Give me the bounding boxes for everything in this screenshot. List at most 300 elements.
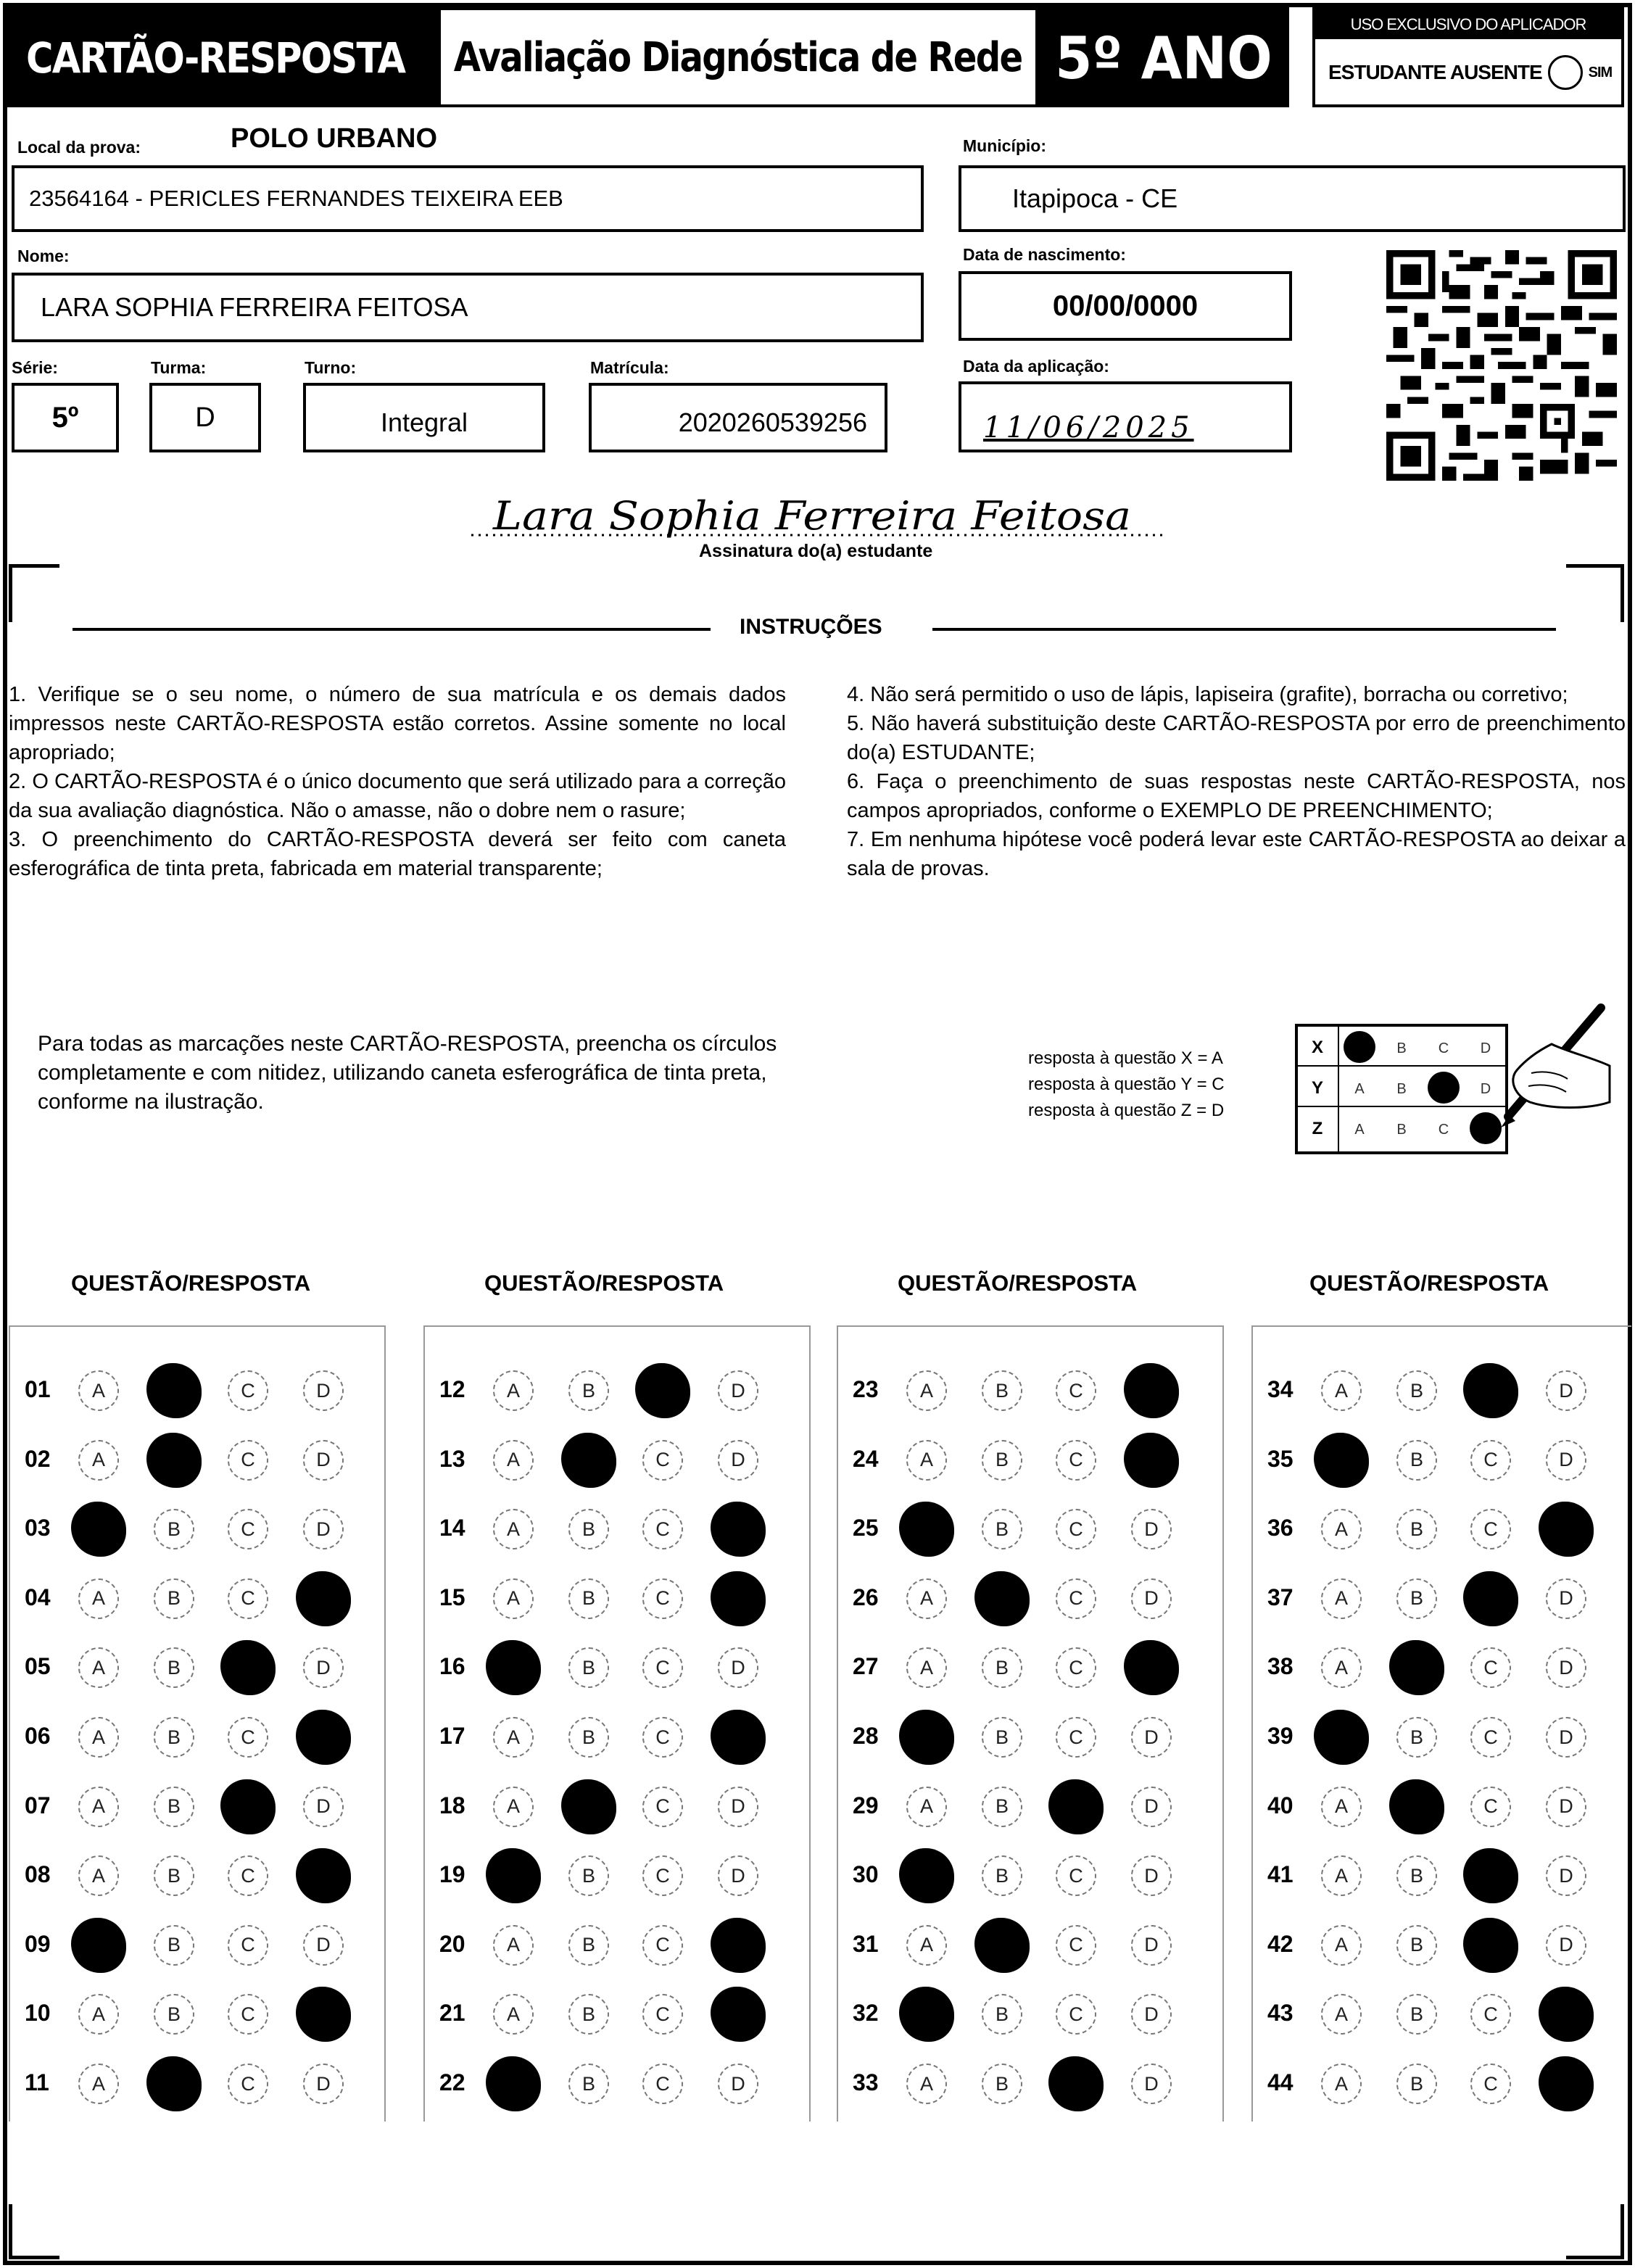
answer-bubble-11-d[interactable]: D <box>303 2064 344 2104</box>
answer-row-39 <box>1253 1702 1631 1772</box>
answer-bubble-32-a-filled[interactable]: A <box>899 1987 954 2042</box>
answer-bubble-26-a[interactable]: A <box>906 1578 947 1619</box>
answer-row-38 <box>1253 1633 1631 1702</box>
answer-row-14 <box>425 1494 809 1564</box>
question-number: 06 <box>25 1723 51 1749</box>
answer-row-18 <box>425 1772 809 1842</box>
answer-bubble-29-c-filled[interactable]: C <box>1048 1779 1104 1834</box>
answer-bubble-03-d[interactable]: D <box>303 1509 344 1549</box>
answer-row-10 <box>10 1979 384 2049</box>
answer-bubble-35-d[interactable]: D <box>1546 1440 1586 1481</box>
question-number: 40 <box>1267 1792 1293 1818</box>
answer-bubble-32-c[interactable]: C <box>1056 1994 1096 2035</box>
answer-bubble-37-a[interactable]: A <box>1321 1578 1362 1619</box>
answer-bubble-34-b[interactable]: B <box>1396 1370 1437 1411</box>
answer-row-19 <box>425 1841 809 1911</box>
municipio-field <box>959 165 1626 232</box>
answer-bubble-19-a-filled[interactable]: A <box>486 1848 541 1903</box>
answer-bubble-08-a[interactable]: A <box>78 1855 119 1896</box>
answer-bubble-23-a[interactable]: A <box>906 1370 947 1411</box>
answer-bubble-27-b[interactable]: B <box>982 1647 1022 1688</box>
answer-column-2 <box>423 1325 811 2122</box>
answer-row-16 <box>425 1633 809 1702</box>
answer-bubble-16-a-filled[interactable]: A <box>486 1640 541 1695</box>
nascimento-label: Data de nascimento: <box>963 245 1126 264</box>
answer-bubble-44-b[interactable]: B <box>1396 2064 1437 2104</box>
matricula-field <box>589 383 887 452</box>
fill-example-bubble-x-c: C <box>1438 1040 1449 1056</box>
answer-bubble-15-a[interactable]: A <box>493 1578 534 1619</box>
question-number: 30 <box>853 1861 879 1888</box>
nascimento-value: 00/00/0000 <box>1052 289 1199 322</box>
question-number: 21 <box>439 2000 465 2027</box>
answer-bubble-26-b-filled[interactable]: B <box>974 1571 1030 1626</box>
instruction-4: 4. Não será permitido o uso de lápis, lapiseira (grafite), borracha ou corretivo; <box>847 683 1568 706</box>
evaluation-title: Avaliação Diagnóstica de Rede <box>454 33 1022 81</box>
answer-bubble-23-d-filled[interactable]: D <box>1124 1363 1179 1418</box>
answer-bubble-01-a[interactable]: A <box>78 1370 119 1411</box>
answer-bubble-20-b[interactable]: B <box>568 1925 609 1966</box>
absent-checkbox[interactable] <box>1548 55 1583 90</box>
question-number: 36 <box>1267 1515 1293 1541</box>
answer-bubble-06-c[interactable]: C <box>228 1717 268 1758</box>
school-value: 23564164 - PERICLES FERNANDES TEIXEIRA EEB <box>29 186 563 211</box>
answer-row-08 <box>10 1841 384 1911</box>
answer-bubble-24-d-filled[interactable]: D <box>1124 1433 1179 1488</box>
answer-bubble-03-a-filled[interactable]: A <box>71 1502 126 1557</box>
instructions-title: INSTRUÇÕES <box>740 615 882 639</box>
answer-row-05 <box>10 1633 384 1702</box>
turma-field <box>149 383 261 452</box>
answer-bubble-32-b[interactable]: B <box>982 1994 1022 2035</box>
answer-bubble-08-b[interactable]: B <box>154 1855 194 1896</box>
answer-bubble-30-c[interactable]: C <box>1056 1855 1096 1896</box>
matricula-label: Matrícula: <box>590 358 669 377</box>
question-number: 39 <box>1267 1723 1293 1749</box>
question-number: 05 <box>25 1653 51 1680</box>
answer-bubble-16-c[interactable]: C <box>642 1647 683 1688</box>
answer-bubble-21-b[interactable]: B <box>568 1994 609 2035</box>
instructions-right <box>847 680 1626 883</box>
answer-row-42 <box>1253 1911 1631 1980</box>
answer-bubble-21-d-filled[interactable]: D <box>711 1987 766 2042</box>
turno-value: Integral <box>380 407 468 437</box>
answer-bubble-11-b-filled[interactable]: B <box>146 2056 202 2111</box>
answer-bubble-44-d-filled[interactable]: D <box>1539 2056 1594 2111</box>
answer-bubble-25-a-filled[interactable]: A <box>899 1502 954 1557</box>
fill-example-question-y: Y <box>1311 1078 1324 1098</box>
answer-bubble-25-c[interactable]: C <box>1056 1509 1096 1549</box>
question-number: 14 <box>439 1515 465 1541</box>
answer-row-32 <box>838 1979 1222 2049</box>
applicator-only-label: USO EXCLUSIVO DO APLICADOR <box>1315 10 1621 39</box>
question-number: 25 <box>853 1515 879 1541</box>
answer-bubble-42-b[interactable]: B <box>1396 1925 1437 1966</box>
answer-bubble-07-a[interactable]: A <box>78 1787 119 1827</box>
answer-bubble-01-d[interactable]: D <box>303 1370 344 1411</box>
answer-bubble-28-b[interactable]: B <box>982 1717 1022 1758</box>
answer-bubble-33-c-filled[interactable]: C <box>1048 2056 1104 2111</box>
answer-bubble-38-c[interactable]: C <box>1470 1647 1511 1688</box>
answer-bubble-02-a[interactable]: A <box>78 1440 119 1481</box>
question-number: 37 <box>1267 1584 1293 1610</box>
instructions-rule-left <box>73 628 711 631</box>
answer-bubble-18-a[interactable]: A <box>493 1787 534 1827</box>
answer-bubble-20-c[interactable]: C <box>642 1925 683 1966</box>
answer-bubble-21-c[interactable]: C <box>642 1994 683 2035</box>
answer-bubble-17-b[interactable]: B <box>568 1717 609 1758</box>
answer-bubble-18-c[interactable]: C <box>642 1787 683 1827</box>
question-number: 24 <box>853 1445 879 1472</box>
answer-bubble-21-a[interactable]: A <box>493 1994 534 2035</box>
answer-row-37 <box>1253 1564 1631 1634</box>
fill-legend-y: resposta à questão Y = C <box>1028 1075 1225 1094</box>
question-number: 09 <box>25 1930 51 1957</box>
answer-bubble-17-a[interactable]: A <box>493 1717 534 1758</box>
answer-bubble-07-b[interactable]: B <box>154 1787 194 1827</box>
fill-example-question-x: X <box>1311 1038 1324 1057</box>
answer-bubble-07-c-filled[interactable]: C <box>220 1779 276 1834</box>
answer-bubble-03-c[interactable]: C <box>228 1509 268 1549</box>
answer-bubble-02-c[interactable]: C <box>228 1440 268 1481</box>
question-number: 42 <box>1267 1930 1293 1957</box>
answer-bubble-06-d-filled[interactable]: D <box>296 1710 351 1765</box>
corner-mark-bottom-left <box>9 2204 59 2259</box>
answer-bubble-18-b-filled[interactable]: B <box>561 1779 616 1834</box>
question-number: 28 <box>853 1723 879 1749</box>
answer-bubble-08-d-filled[interactable]: D <box>296 1848 351 1903</box>
answer-bubble-40-d[interactable]: D <box>1546 1787 1586 1827</box>
answer-bubble-15-c[interactable]: C <box>642 1578 683 1619</box>
answer-bubble-30-b[interactable]: B <box>982 1855 1022 1896</box>
answer-bubble-13-c[interactable]: C <box>642 1440 683 1481</box>
answer-bubble-43-b[interactable]: B <box>1396 1994 1437 2035</box>
answer-column-3 <box>837 1325 1224 2122</box>
evaluation-title-box <box>441 10 1035 104</box>
answer-bubble-17-c[interactable]: C <box>642 1717 683 1758</box>
answer-bubble-29-b[interactable]: B <box>982 1787 1022 1827</box>
absent-option-label: SIM <box>1588 64 1613 80</box>
answer-bubble-02-b-filled[interactable]: B <box>146 1433 202 1488</box>
answer-bubble-30-d[interactable]: D <box>1131 1855 1172 1896</box>
answer-bubble-37-c-filled[interactable]: C <box>1463 1571 1518 1626</box>
answer-bubble-04-c[interactable]: C <box>228 1578 268 1619</box>
answer-bubble-41-c-filled[interactable]: C <box>1463 1848 1518 1903</box>
question-number: 26 <box>853 1584 879 1610</box>
answer-bubble-18-d[interactable]: D <box>718 1787 758 1827</box>
question-number: 12 <box>439 1376 465 1402</box>
answer-bubble-42-d[interactable]: D <box>1546 1925 1586 1966</box>
answer-bubble-14-a[interactable]: A <box>493 1509 534 1549</box>
answer-bubble-15-b[interactable]: B <box>568 1578 609 1619</box>
answer-bubble-20-d-filled[interactable]: D <box>711 1918 766 1973</box>
signature-label: Assinatura do(a) estudante <box>699 541 933 561</box>
answer-bubble-24-b[interactable]: B <box>982 1440 1022 1481</box>
answer-bubble-36-c[interactable]: C <box>1470 1509 1511 1549</box>
nome-value: LARA SOPHIA FERREIRA FEITOSA <box>41 292 468 322</box>
answer-bubble-12-c-filled[interactable]: C <box>635 1363 690 1418</box>
answer-bubble-35-a-filled[interactable]: A <box>1314 1433 1369 1488</box>
serie-field <box>12 383 119 452</box>
answer-bubble-41-a[interactable]: A <box>1321 1855 1362 1896</box>
answer-bubble-33-b[interactable]: B <box>982 2064 1022 2104</box>
answer-row-03 <box>10 1494 384 1564</box>
answer-bubble-22-c[interactable]: C <box>642 2064 683 2104</box>
turno-label: Turno: <box>305 358 357 377</box>
answer-bubble-05-d[interactable]: D <box>303 1647 344 1688</box>
fill-example-bubble-y-a: A <box>1354 1081 1365 1097</box>
answer-bubble-38-d[interactable]: D <box>1546 1647 1586 1688</box>
answer-row-26 <box>838 1564 1222 1634</box>
question-number: 13 <box>439 1445 465 1472</box>
instruction-5: 5. Não haverá substituição deste CARTÃO-RESPOSTA por erro de preenchimento do(a) ESTUDANTE; <box>847 712 1626 764</box>
fill-example-bubble-z-a: A <box>1354 1122 1365 1138</box>
answer-bubble-33-a[interactable]: A <box>906 2064 947 2104</box>
answer-bubble-04-a[interactable]: A <box>78 1578 119 1619</box>
answer-bubble-05-a[interactable]: A <box>78 1647 119 1688</box>
answer-bubble-12-a[interactable]: A <box>493 1370 534 1411</box>
answer-bubble-40-c[interactable]: C <box>1470 1787 1511 1827</box>
instruction-3: 3. O preenchimento do CARTÃO-RESPOSTA deverá ser feito com caneta esferográfica de tinta preta, fabricada em material transparente; <box>9 828 786 880</box>
answer-bubble-26-d[interactable]: D <box>1131 1578 1172 1619</box>
answer-bubble-37-b[interactable]: B <box>1396 1578 1437 1619</box>
answer-bubble-39-b[interactable]: B <box>1396 1717 1437 1758</box>
question-number: 15 <box>439 1584 465 1610</box>
answer-bubble-25-b[interactable]: B <box>982 1509 1022 1549</box>
answer-bubble-36-a[interactable]: A <box>1321 1509 1362 1549</box>
answer-bubble-07-d[interactable]: D <box>303 1787 344 1827</box>
answer-bubble-36-d-filled[interactable]: D <box>1539 1502 1594 1557</box>
answer-bubble-38-b-filled[interactable]: B <box>1389 1640 1444 1695</box>
corner-mark-top-left <box>9 564 59 622</box>
answer-bubble-08-c[interactable]: C <box>228 1855 268 1896</box>
answer-bubble-13-d[interactable]: D <box>718 1440 758 1481</box>
answer-bubble-09-b[interactable]: B <box>154 1925 194 1966</box>
answer-bubble-39-d[interactable]: D <box>1546 1717 1586 1758</box>
instructions-left <box>9 680 786 883</box>
answer-bubble-14-b[interactable]: B <box>568 1509 609 1549</box>
answer-bubble-13-a[interactable]: A <box>493 1440 534 1481</box>
answer-bubble-31-c[interactable]: C <box>1056 1925 1096 1966</box>
answer-bubble-44-c[interactable]: C <box>1470 2064 1511 2104</box>
answer-row-31 <box>838 1911 1222 1980</box>
question-number: 17 <box>439 1723 465 1749</box>
question-number: 03 <box>25 1515 51 1541</box>
answer-bubble-16-b[interactable]: B <box>568 1647 609 1688</box>
answer-bubble-16-d[interactable]: D <box>718 1647 758 1688</box>
fill-example-bubble-z-c: C <box>1438 1122 1449 1138</box>
answer-bubble-41-d[interactable]: D <box>1546 1855 1586 1896</box>
answer-bubble-27-a[interactable]: A <box>906 1647 947 1688</box>
answer-bubble-05-c-filled[interactable]: C <box>220 1640 276 1695</box>
instruction-6: 6. Faça o preenchimento de suas respostas neste CARTÃO-RESPOSTA, nos campos apropriados, conforme o EXEMPLO DE PREENCHIMENTO; <box>847 770 1626 822</box>
answer-bubble-36-b[interactable]: B <box>1396 1509 1437 1549</box>
answer-bubble-01-b-filled[interactable]: B <box>146 1363 202 1418</box>
answer-bubble-01-c[interactable]: C <box>228 1370 268 1411</box>
answer-bubble-11-c[interactable]: C <box>228 2064 268 2104</box>
answer-bubble-06-a[interactable]: A <box>78 1717 119 1758</box>
answer-bubble-22-b[interactable]: B <box>568 2064 609 2104</box>
answer-bubble-04-d-filled[interactable]: D <box>296 1571 351 1626</box>
answer-bubble-10-a[interactable]: A <box>78 1994 119 2035</box>
answer-bubble-40-a[interactable]: A <box>1321 1787 1362 1827</box>
answer-row-11 <box>10 2049 384 2119</box>
answer-bubble-20-a[interactable]: A <box>493 1925 534 1966</box>
answer-row-41 <box>1253 1841 1631 1911</box>
answer-bubble-23-c[interactable]: C <box>1056 1370 1096 1411</box>
answer-bubble-38-a[interactable]: A <box>1321 1647 1362 1688</box>
answer-bubble-33-d[interactable]: D <box>1131 2064 1172 2104</box>
answer-bubble-41-b[interactable]: B <box>1396 1855 1437 1896</box>
fill-example-bubble-x-a-filled <box>1344 1031 1375 1063</box>
answer-bubble-22-a-filled[interactable]: A <box>486 2056 541 2111</box>
answer-bubble-30-a-filled[interactable]: A <box>899 1848 954 1903</box>
answer-bubble-35-b[interactable]: B <box>1396 1440 1437 1481</box>
answer-bubble-03-b[interactable]: B <box>154 1509 194 1549</box>
answer-bubble-25-d[interactable]: D <box>1131 1509 1172 1549</box>
answer-row-36 <box>1253 1494 1631 1564</box>
answer-bubble-11-a[interactable]: A <box>78 2064 119 2104</box>
answer-row-12 <box>425 1356 809 1425</box>
answer-row-02 <box>10 1425 384 1495</box>
fill-example-bubble-z-b: B <box>1396 1122 1407 1138</box>
answer-bubble-37-d[interactable]: D <box>1546 1578 1586 1619</box>
fill-example-question-z: Z <box>1312 1119 1323 1138</box>
answer-row-25 <box>838 1494 1222 1564</box>
answer-bubble-29-a[interactable]: A <box>906 1787 947 1827</box>
answer-bubble-19-c[interactable]: C <box>642 1855 683 1896</box>
answer-bubble-12-b[interactable]: B <box>568 1370 609 1411</box>
answer-row-17 <box>425 1702 809 1772</box>
answer-bubble-09-a-filled[interactable]: A <box>71 1918 126 1973</box>
answer-bubble-43-a[interactable]: A <box>1321 1994 1362 2035</box>
answer-row-43 <box>1253 1979 1631 2049</box>
serie-value: 5º <box>51 401 79 434</box>
question-number: 08 <box>25 1861 51 1888</box>
answer-bubble-19-d[interactable]: D <box>718 1855 758 1896</box>
answer-bubble-29-d[interactable]: D <box>1131 1787 1172 1827</box>
answer-bubble-34-a[interactable]: A <box>1321 1370 1362 1411</box>
instruction-2: 2. O CARTÃO-RESPOSTA é o único documento que será utilizado para a correção da sua avaliação diagnóstica. Não o amasse, não o dobre nem o rasure; <box>9 770 786 822</box>
answer-bubble-13-b-filled[interactable]: B <box>561 1433 616 1488</box>
answer-bubble-22-d[interactable]: D <box>718 2064 758 2104</box>
answer-bubble-10-d-filled[interactable]: D <box>296 1987 351 2042</box>
answer-bubble-39-c[interactable]: C <box>1470 1717 1511 1758</box>
answer-bubble-09-c[interactable]: C <box>228 1925 268 1966</box>
question-number: 27 <box>853 1653 879 1680</box>
question-number: 29 <box>853 1792 879 1818</box>
answer-row-35 <box>1253 1425 1631 1495</box>
answer-bubble-24-a[interactable]: A <box>906 1440 947 1481</box>
answer-bubble-34-c-filled[interactable]: C <box>1463 1363 1518 1418</box>
question-number: 11 <box>25 2069 49 2095</box>
answer-bubble-05-b[interactable]: B <box>154 1647 194 1688</box>
question-number: 23 <box>853 1376 879 1402</box>
answer-bubble-19-b[interactable]: B <box>568 1855 609 1896</box>
answer-row-34 <box>1253 1356 1631 1425</box>
answer-bubble-35-c[interactable]: C <box>1470 1440 1511 1481</box>
instructions-rule-right <box>932 628 1556 631</box>
answer-bubble-34-d[interactable]: D <box>1546 1370 1586 1411</box>
answer-bubble-26-c[interactable]: C <box>1056 1578 1096 1619</box>
question-number: 31 <box>853 1930 879 1957</box>
school-field <box>12 165 924 232</box>
answer-bubble-28-c[interactable]: C <box>1056 1717 1096 1758</box>
absent-row <box>1328 55 1612 90</box>
nascimento-field <box>959 271 1292 341</box>
answer-bubble-44-a[interactable]: A <box>1321 2064 1362 2104</box>
answer-bubble-06-b[interactable]: B <box>154 1717 194 1758</box>
question-number: 32 <box>853 2000 879 2027</box>
answer-bubble-40-b-filled[interactable]: B <box>1389 1779 1444 1834</box>
answer-bubble-43-c[interactable]: C <box>1470 1994 1511 2035</box>
applicator-box <box>1312 7 1624 107</box>
answer-bubble-02-d[interactable]: D <box>303 1440 344 1481</box>
answer-bubble-10-b[interactable]: B <box>154 1994 194 2035</box>
answer-bubble-10-c[interactable]: C <box>228 1994 268 2035</box>
matricula-value: 2020260539256 <box>678 407 867 437</box>
nome-field <box>12 273 924 342</box>
answer-bubble-31-d[interactable]: D <box>1131 1925 1172 1966</box>
fill-legend-z: resposta à questão Z = D <box>1028 1101 1225 1120</box>
answer-bubble-42-a[interactable]: A <box>1321 1925 1362 1966</box>
answer-row-13 <box>425 1425 809 1495</box>
answer-bubble-04-b[interactable]: B <box>154 1578 194 1619</box>
pen-hand-icon <box>1465 1001 1617 1146</box>
aplicacao-value: 11/06/2025 <box>983 411 1194 444</box>
answer-bubble-27-d-filled[interactable]: D <box>1124 1640 1179 1695</box>
answer-column-title-2: QUESTÃO/RESPOSTA <box>484 1270 724 1296</box>
question-number: 44 <box>1267 2069 1293 2095</box>
answer-bubble-09-d[interactable]: D <box>303 1925 344 1966</box>
local-polo: POLO URBANO <box>231 123 437 154</box>
signature-text: Lara Sophia Ferreira Feitosa <box>492 493 1131 539</box>
answer-bubble-17-d-filled[interactable]: D <box>711 1710 766 1765</box>
instruction-1: 1. Verifique se o seu nome, o número de sua matrícula e os demais dados impressos neste CARTÃO-RESPOSTA estão corretos. Assine somente no local apropriado; <box>9 683 786 764</box>
qr-code-icon <box>1386 249 1617 481</box>
answer-bubble-14-d-filled[interactable]: D <box>711 1502 766 1557</box>
answer-bubble-14-c[interactable]: C <box>642 1509 683 1549</box>
fill-example-bubble-y-b: B <box>1396 1081 1407 1097</box>
answer-row-28 <box>838 1702 1222 1772</box>
fill-example-bubble-y-d: D <box>1480 1081 1491 1097</box>
answer-bubble-28-a-filled[interactable]: A <box>899 1710 954 1765</box>
answer-bubble-31-a[interactable]: A <box>906 1925 947 1966</box>
answer-column-title-1: QUESTÃO/RESPOSTA <box>71 1270 311 1296</box>
answer-bubble-27-c[interactable]: C <box>1056 1647 1096 1688</box>
answer-bubble-24-c[interactable]: C <box>1056 1440 1096 1481</box>
turma-label: Turma: <box>151 358 207 377</box>
corner-mark-bottom-right <box>1566 2204 1624 2259</box>
municipio-value: Itapipoca - CE <box>1012 183 1178 213</box>
answer-bubble-31-b-filled[interactable]: B <box>974 1918 1030 1973</box>
answer-bubble-12-d[interactable]: D <box>718 1370 758 1411</box>
answer-bubble-39-a-filled[interactable]: A <box>1314 1710 1369 1765</box>
answer-bubble-32-d[interactable]: D <box>1131 1994 1172 2035</box>
question-number: 10 <box>25 2000 51 2027</box>
answer-bubble-43-d-filled[interactable]: D <box>1539 1987 1594 2042</box>
municipio-label: Município: <box>963 136 1046 155</box>
answer-bubble-42-c-filled[interactable]: C <box>1463 1918 1518 1973</box>
answer-bubble-28-d[interactable]: D <box>1131 1717 1172 1758</box>
answer-column-title-3: QUESTÃO/RESPOSTA <box>898 1270 1138 1296</box>
answer-row-23 <box>838 1356 1222 1425</box>
question-number: 34 <box>1267 1376 1293 1402</box>
signature-handwriting <box>464 487 1175 545</box>
answer-bubble-23-b[interactable]: B <box>982 1370 1022 1411</box>
answer-bubble-15-d-filled[interactable]: D <box>711 1571 766 1626</box>
absent-label: ESTUDANTE AUSENTE <box>1328 61 1542 83</box>
